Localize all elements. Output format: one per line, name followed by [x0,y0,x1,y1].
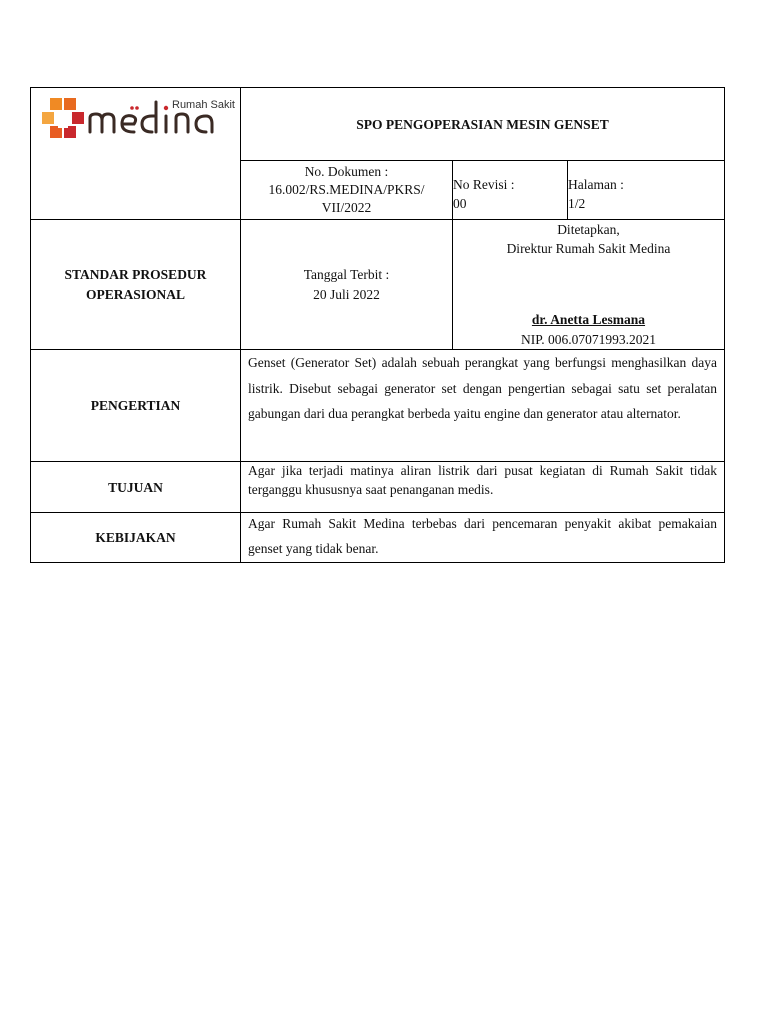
pengertian-text: Genset (Generator Set) adalah sebuah perangkat yang berfungsi menghasilkan daya listrik. Disebut sebagai generator set dengan pengertian sebagai satu set peralatan gabungan dari dua perangkat berbeda yaitu engine dan generator atau alternator. [248,355,717,421]
sop-label-line1: STANDAR PROSEDUR [64,266,207,282]
approval-cell [453,220,724,349]
page-cell [568,170,724,218]
document-title: SPO PENGOPERASIAN MESIN GENSET [356,116,609,132]
tujuan-text: Agar jika terjadi matinya aliran listrik dari pusat kegiatan di Rumah Sakit tidak terganggu khususnya saat penanganan medis. [248,463,717,497]
tujuan-label: TUJUAN [108,479,163,495]
issue-date-value: 20 Juli 2022 [313,286,380,302]
border-bottom [30,562,725,563]
revision-label: No Revisi : [453,177,515,192]
page-label: Halaman : [568,177,624,192]
approval-director-nip: NIP. 006.07071993.2021 [520,332,656,347]
doc-number-label: No. Dokumen : [304,164,389,179]
doc-number-value-line2: VII/2022 [321,200,372,215]
kebijakan-text: Agar Rumah Sakit Medina terbebas dari pencemaran penyakit akibat pemakaian genset yang tidak benar. [248,516,717,556]
approval-set-by: Ditetapkan, [557,222,620,237]
approval-director-title: Direktur Rumah Sakit Medina [506,241,671,256]
issue-date-label: Tanggal Terbit : [303,266,390,282]
medina-logo-mark [42,98,84,138]
kebijakan-label: KEBIJAKAN [95,530,176,545]
sop-label-line2: OPERASIONAL [85,286,185,302]
logo-hospital-label: Rumah Sakit [172,99,235,111]
revision-value: 00 [453,196,467,211]
page-value: 1/2 [568,196,586,211]
sop-label-cell [31,220,240,349]
issue-date-cell [241,220,452,349]
doc-number-value-line1: 16.002/RS.MEDINA/PKRS/ [268,182,425,197]
approval-director-name: dr. Anetta Lesmana [531,312,646,327]
border-right [724,87,725,563]
medina-logo-dots [130,106,168,110]
revision-cell [453,170,567,218]
doc-number-cell [241,161,452,219]
pengertian-label: PENGERTIAN [90,398,181,413]
